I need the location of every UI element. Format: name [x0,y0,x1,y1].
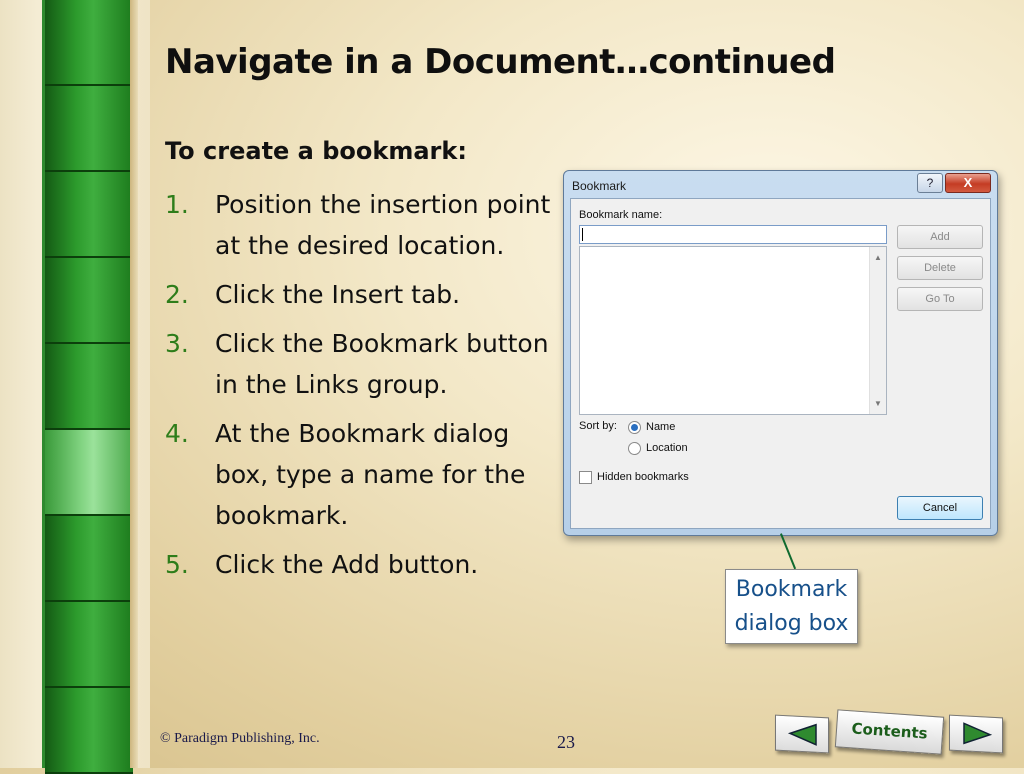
scroll-up-arrow-icon[interactable]: ▲ [874,253,882,262]
previous-slide-button[interactable] [775,715,829,754]
bookmark-name-label: Bookmark name: [579,209,663,221]
steps-list [165,184,565,593]
step-text: Click the Add button. [215,550,479,579]
green-tile [45,516,133,602]
left-rail [130,0,138,768]
green-tile [45,258,133,344]
callout-connector [780,533,796,569]
hidden-bookmarks-label: Hidden bookmarks [597,471,689,483]
step-number: 2. [165,280,189,309]
dialog-body [570,198,991,529]
step-number: 5. [165,550,189,579]
contents-button[interactable]: Contents [835,709,944,754]
bookmark-name-input[interactable] [579,225,887,244]
step-text: Click the Insert tab. [215,280,461,309]
sort-location-label: Location [646,442,688,454]
callout-box [725,569,858,644]
step-text: At the Bookmark dialog box, type a name for the bookmark. [215,419,526,530]
add-button[interactable]: Add [897,225,983,249]
copyright-text: © Paradigm Publishing, Inc. [160,731,320,746]
list-scrollbar[interactable] [869,247,886,414]
step-item [165,184,565,266]
go-to-button[interactable]: Go To [897,287,983,311]
step-text: Position the insertion point at the desired location. [215,190,551,260]
slide-subheading: To create a bookmark: [165,137,467,165]
arrow-left-icon [786,721,818,747]
green-tile [45,602,133,688]
green-tile-strip [42,0,136,768]
callout-line-1: Bookmark [735,577,848,602]
bookmark-dialog [563,170,998,536]
left-decoration-panel [0,0,150,768]
sort-name-radio[interactable] [628,421,641,434]
step-item [165,544,565,585]
scroll-down-arrow-icon[interactable]: ▼ [874,399,882,408]
step-item [165,323,565,405]
cancel-button[interactable]: Cancel [897,496,983,520]
green-tile-highlight [45,430,133,516]
green-tile [45,344,133,430]
close-button[interactable]: X [945,173,991,193]
next-slide-button[interactable] [949,715,1003,754]
step-number: 3. [165,329,189,358]
sort-name-label: Name [646,421,676,433]
slide-title: Navigate in a Document…continued [165,42,836,82]
green-tile [45,172,133,258]
sort-location-radio[interactable] [628,442,641,455]
text-caret [582,228,583,241]
step-item [165,413,565,536]
hidden-bookmarks-checkbox[interactable] [579,471,592,484]
step-item [165,274,565,315]
green-tile [45,0,133,86]
step-number: 4. [165,419,189,448]
page-number: 23 [557,732,575,752]
green-tile [45,86,133,172]
green-tile [45,688,133,774]
delete-button[interactable]: Delete [897,256,983,280]
dialog-title: Bookmark [572,179,627,193]
sort-by-label: Sort by: [579,420,617,432]
arrow-right-icon [960,721,992,747]
bookmark-list[interactable] [579,246,887,415]
step-text: Click the Bookmark button in the Links group. [215,329,549,399]
callout-line-2: dialog box [734,611,849,636]
help-button[interactable]: ? [917,173,943,193]
step-number: 1. [165,190,189,219]
